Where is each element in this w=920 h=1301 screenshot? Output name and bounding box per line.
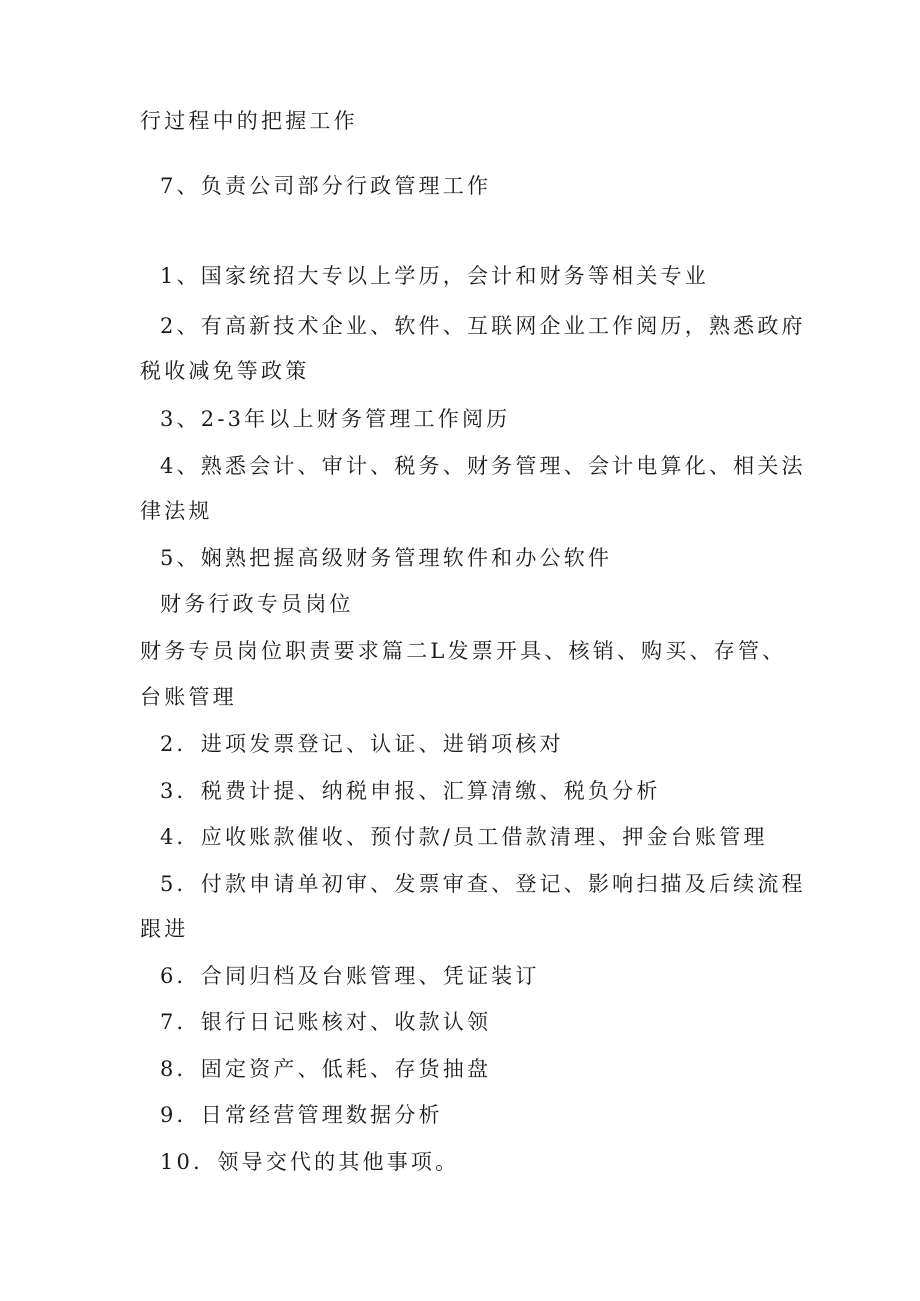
text-line: 4、熟悉会计、审计、税务、财务管理、会计电算化、相关法 <box>160 454 806 478</box>
text-line: 3、2-3年以上财务管理工作阅历 <box>160 407 511 431</box>
text-line: 行过程中的把握工作 <box>140 109 358 133</box>
text-line: 律法规 <box>140 499 213 523</box>
list-item: 10．领导交代的其他事项。 <box>160 1150 460 1174</box>
text-line: 1、国家统招大专以上学历，会计和财务等相关专业 <box>160 264 709 288</box>
section-heading: 财务行政专员岗位 <box>160 592 354 616</box>
text-line: 台账管理 <box>140 685 237 709</box>
text-line: 2、有高新技术企业、软件、互联网企业工作阅历，熟悉政府 <box>160 314 806 338</box>
list-item: 2．进项发票登记、认证、进销项核对 <box>160 732 564 756</box>
list-item: 6．合同归档及台账管理、凭证装订 <box>160 964 540 988</box>
text-line: 财务专员岗位职责要求篇二L发票开具、核销、购买、存管、 <box>140 639 787 663</box>
list-item: 4．应收账款催收、预付款/员工借款清理、押金台账管理 <box>160 825 768 849</box>
text-line: 跟进 <box>140 917 189 941</box>
list-item: 3．税费计提、纳税申报、汇算清缴、税负分析 <box>160 779 661 803</box>
text-line: 税收减免等政策 <box>140 359 310 383</box>
list-item: 7．银行日记账核对、收款认领 <box>160 1010 492 1034</box>
list-item: 9．日常经营管理数据分析 <box>160 1103 443 1127</box>
list-item: 5．付款申请单初审、发票审查、登记、影响扫描及后续流程 <box>160 872 806 896</box>
text-line: 5、娴熟把握高级财务管理软件和办公软件 <box>160 546 613 570</box>
text-line: 7、负责公司部分行政管理工作 <box>160 174 492 198</box>
list-item: 8．固定资产、低耗、存货抽盘 <box>160 1057 492 1081</box>
